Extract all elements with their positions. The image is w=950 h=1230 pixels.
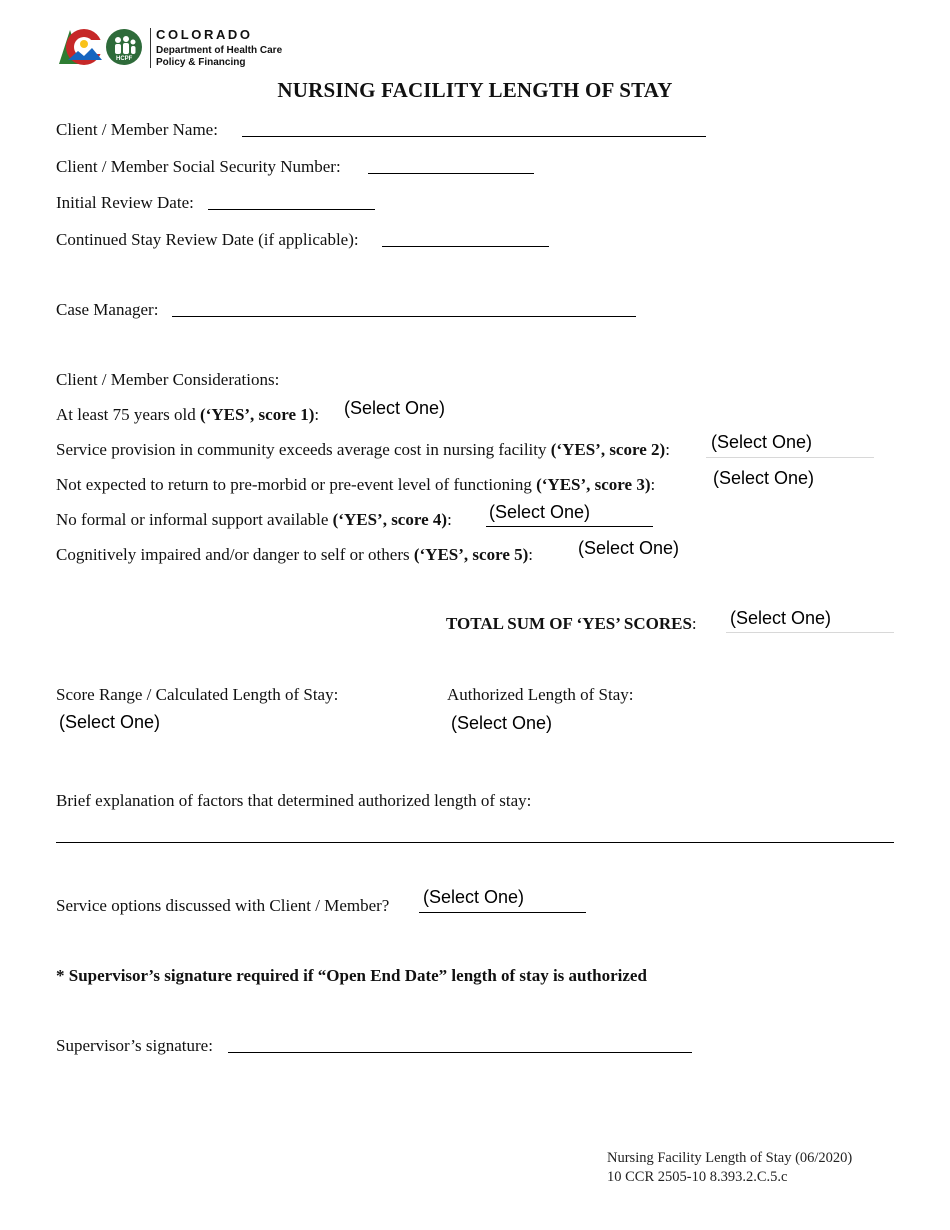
supervisor-note: * Supervisor’s signature required if “Open End Date” length of stay is authorized: [56, 966, 647, 985]
consideration-score: (‘YES’, score 2): [550, 440, 666, 459]
supervisor-signature-label: Supervisor’s signature:: [56, 1036, 213, 1055]
footer-form-title: Nursing Facility Length of Stay (06/2020): [607, 1150, 853, 1166]
consideration-row: No formal or informal support available (‘YES’, score 4):: [56, 510, 452, 529]
consideration-row: Service provision in community exceeds average cost in nursing facility (‘YES’, score 2):: [56, 440, 670, 459]
cognitively-impaired-select[interactable]: (Select One): [578, 538, 680, 558]
continued-review-date-label: Continued Stay Review Date (if applicable):: [56, 230, 359, 249]
continued-review-date-field[interactable]: [382, 246, 549, 247]
consideration-text: Service provision in community exceeds average cost in nursing facility: [56, 440, 551, 459]
client-name-label: Client / Member Name:: [56, 120, 218, 139]
consideration-row: At least 75 years old (‘YES’, score 1):: [56, 405, 320, 424]
service-options-select[interactable]: (Select One): [423, 887, 525, 907]
consideration-text: Cognitively impaired and/or danger to self or others: [56, 545, 414, 564]
score-range-label: Score Range / Calculated Length of Stay:: [56, 685, 339, 704]
consideration-row: Cognitively impaired and/or danger to self or others (‘YES’, score 5):: [56, 545, 534, 564]
logo-badge: HCPF: [116, 56, 133, 62]
case-manager-field[interactable]: [172, 316, 636, 317]
case-manager-label: Case Manager:: [56, 300, 159, 319]
age-75-select[interactable]: (Select One): [344, 398, 446, 418]
ssn-label: Client / Member Social Security Number:: [56, 157, 341, 176]
score-range-select[interactable]: (Select One): [59, 712, 161, 732]
authorized-los-label: Authorized Length of Stay:: [447, 685, 634, 704]
community-cost-select[interactable]: (Select One): [711, 432, 813, 452]
consideration-text: Not expected to return to pre-morbid or pre-event level of functioning: [56, 475, 537, 494]
logo-dept-line2: Policy & Financing: [156, 57, 246, 68]
total-score-label: TOTAL SUM OF ‘YES’ SCORES:: [446, 614, 697, 633]
supervisor-signature-field[interactable]: [228, 1052, 692, 1053]
consideration-row: Not expected to return to pre-morbid or pre-event level of functioning (‘YES’, score 3):: [56, 475, 656, 494]
authorized-los-select[interactable]: (Select One): [451, 713, 553, 733]
logo-state-name: COLORADO: [156, 27, 253, 42]
considerations-heading: Client / Member Considerations:: [56, 370, 280, 389]
support-available-select[interactable]: (Select One): [489, 502, 591, 522]
colorado-c-logo-icon: [56, 26, 148, 68]
total-score-select[interactable]: (Select One): [730, 608, 832, 628]
consideration-score: (‘YES’, score 5): [413, 545, 529, 564]
consideration-score: (‘YES’, score 4): [332, 510, 448, 529]
consideration-score: (‘YES’, score 3): [536, 475, 651, 494]
ssn-field[interactable]: [368, 173, 534, 174]
client-name-field[interactable]: [242, 136, 706, 137]
explanation-label: Brief explanation of factors that determined authorized length of stay:: [56, 791, 532, 810]
consideration-text: No formal or informal support available: [56, 510, 333, 529]
initial-review-date-label: Initial Review Date:: [56, 193, 194, 212]
initial-review-date-field[interactable]: [208, 209, 375, 210]
form-footer: [607, 1149, 852, 1187]
consideration-score: (‘YES’, score 1): [200, 405, 315, 424]
explanation-field[interactable]: [56, 842, 894, 843]
service-options-label: Service options discussed with Client / Member?: [56, 896, 390, 915]
logo-dept-line1: Department of Health Care: [156, 45, 283, 56]
consideration-text: At least 75 years old: [56, 405, 200, 424]
footer-regulation: 10 CCR 2505-10 8.393.2.C.5.c: [607, 1169, 788, 1185]
page-title: NURSING FACILITY LENGTH OF STAY: [277, 78, 673, 102]
pre-morbid-select[interactable]: (Select One): [713, 468, 815, 488]
